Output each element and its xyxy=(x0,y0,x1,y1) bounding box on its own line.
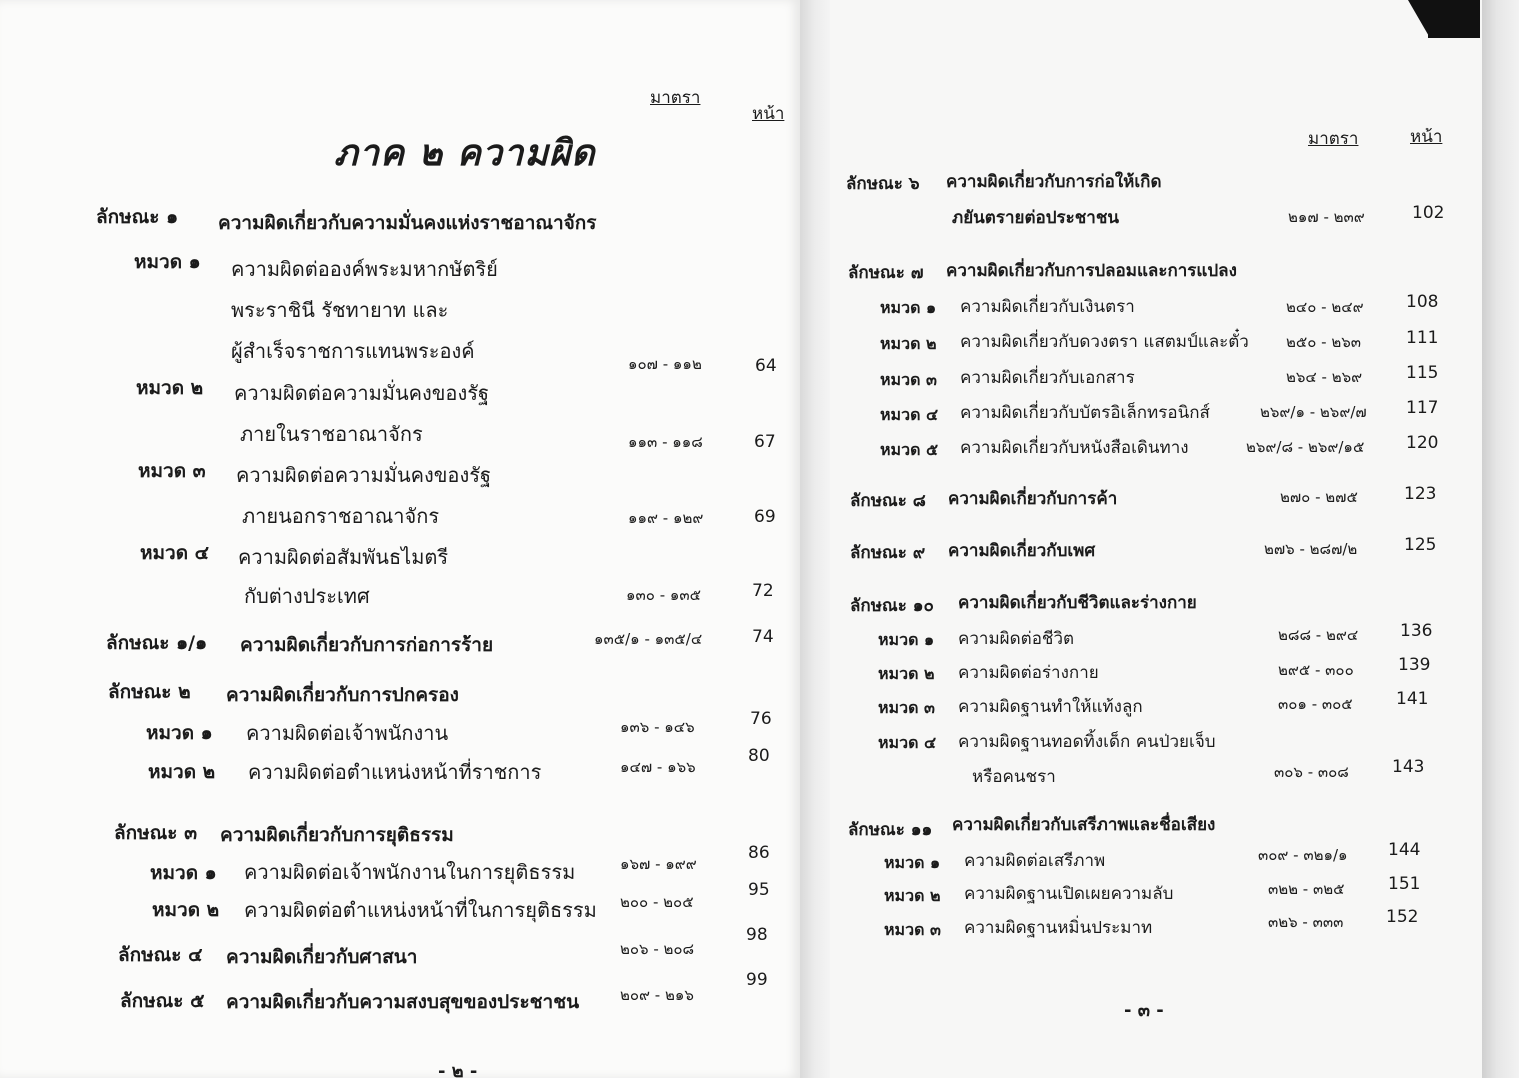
page-number: 120 xyxy=(1406,433,1439,453)
part-name: ความผิดเกี่ยวกับเสรีภาพและชื่อเสียง xyxy=(952,815,1216,835)
page-column-header: หน้า xyxy=(1410,127,1443,147)
chapter-name-cont: พระราชินี รัชทายาท และ xyxy=(231,298,449,322)
page-title: ภาค ๒ ความผิด xyxy=(334,133,596,174)
section-range: ๑๔๗ - ๑๖๖ xyxy=(620,758,696,776)
section-range: ๒๑๗ - ๒๓๙ xyxy=(1288,208,1365,226)
part-name: ความผิดเกี่ยวกับการปกครอง xyxy=(226,684,459,706)
chapter-name: ความผิดฐานเปิดเผยความลับ xyxy=(964,884,1174,904)
chapter-label: หมวด ๑ xyxy=(884,853,941,872)
chapter-label: หมวด ๑ xyxy=(146,722,213,744)
part-label: ลักษณะ ๑ xyxy=(96,206,179,228)
chapter-label: หมวด ๓ xyxy=(880,370,937,389)
part-name: ความผิดเกี่ยวกับเพศ xyxy=(948,541,1096,561)
part-label: ลักษณะ ๗ xyxy=(848,263,924,283)
page-number: 72 xyxy=(752,581,774,601)
section-range: ๒๐๖ - ๒๐๘ xyxy=(620,940,695,958)
page-number: 143 xyxy=(1392,757,1425,777)
section-range: ๑๑๓ - ๑๑๘ xyxy=(628,433,703,451)
section-range: ๒๐๙ - ๒๑๖ xyxy=(620,986,694,1004)
chapter-label: หมวด ๑ xyxy=(150,862,217,884)
chapter-label: หมวด ๑ xyxy=(134,251,201,273)
chapter-name: ความผิดต่อเจ้าพนักงาน xyxy=(246,721,449,745)
chapter-name: ความผิดต่อตำแหน่งหน้าที่ราชการ xyxy=(248,760,542,784)
page-number: 123 xyxy=(1404,484,1437,504)
chapter-name: ความผิดฐานทอดทิ้งเด็ก คนป่วยเจ็บ xyxy=(958,732,1216,752)
page-number: 108 xyxy=(1406,292,1439,312)
part-label: ลักษณะ ๕ xyxy=(120,990,205,1012)
section-range: ๒๕๐ - ๒๖๓ xyxy=(1286,333,1362,351)
chapter-name: ความผิดต่อความมั่นคงของรัฐ xyxy=(236,463,491,487)
part-label: ลักษณะ ๒ xyxy=(108,681,191,703)
chapter-name: ความผิดต่อองค์พระมหากษัตริย์ xyxy=(231,257,498,281)
page-number: 139 xyxy=(1398,655,1431,675)
page-number: 98 xyxy=(746,925,768,945)
chapter-label: หมวด ๒ xyxy=(148,761,216,783)
section-range: ๑๖๗ - ๑๙๙ xyxy=(620,855,697,873)
chapter-name-cont: ภายนอกราชอาณาจักร xyxy=(242,504,440,528)
section-range: ๓๒๖ - ๓๓๓ xyxy=(1268,913,1344,931)
chapter-name: ความผิดเกี่ยวกับเอกสาร xyxy=(960,368,1135,388)
section-range: ๓๐๙ - ๓๒๑/๑ xyxy=(1258,846,1348,864)
page-number: 144 xyxy=(1388,840,1421,860)
chapter-label: หมวด ๔ xyxy=(140,542,210,564)
page-number: 99 xyxy=(746,970,768,990)
sections-column-header: มาตรา xyxy=(650,88,701,108)
page-number: 69 xyxy=(754,507,776,527)
chapter-name-cont: กับต่างประเทศ xyxy=(244,584,370,608)
chapter-label: หมวด ๓ xyxy=(138,460,206,482)
part-name: ความผิดเกี่ยวกับการก่อให้เกิด xyxy=(946,172,1162,192)
part-label: ลักษณะ ๑/๑ xyxy=(106,632,208,654)
part-label: ลักษณะ ๓ xyxy=(114,822,198,844)
chapter-name: ความผิดฐานทำให้แท้งลูก xyxy=(958,697,1143,717)
section-range: ๑๐๗ - ๑๑๒ xyxy=(628,355,702,373)
part-label: ลักษณะ ๙ xyxy=(850,543,926,563)
section-range: ๒๐๐ - ๒๐๕ xyxy=(620,893,694,911)
chapter-label: หมวด ๒ xyxy=(136,377,204,399)
chapter-label: หมวด ๓ xyxy=(884,920,941,939)
section-range: ๑๑๙ - ๑๒๙ xyxy=(628,509,704,527)
page-footer: - ๒ - xyxy=(438,1061,478,1078)
chapter-label: หมวด ๔ xyxy=(878,733,937,752)
chapter-name: ความผิดต่อตำแหน่งหน้าที่ในการยุติธรรม xyxy=(244,898,597,922)
part-name: ความผิดเกี่ยวกับการปลอมและการแปลง xyxy=(946,261,1237,281)
chapter-name: ความผิดเกี่ยวกับดวงตรา แสตมป์และตั๋ว xyxy=(960,332,1249,352)
book-spine xyxy=(800,0,830,1078)
page-number: 86 xyxy=(748,843,770,863)
chapter-label: หมวด ๔ xyxy=(880,405,939,424)
section-range: ๑๓๐ - ๑๓๕ xyxy=(626,586,702,604)
sections-column-header: มาตรา xyxy=(1308,129,1359,149)
part-label: ลักษณะ ๘ xyxy=(850,491,926,511)
page-number: 102 xyxy=(1412,203,1445,223)
page-footer: - ๓ - xyxy=(1124,1000,1164,1021)
chapter-label: หมวด ๓ xyxy=(878,698,935,717)
section-range: ๒๔๐ - ๒๔๙ xyxy=(1286,298,1364,316)
part-name: ความผิดเกี่ยวกับศาสนา xyxy=(226,946,418,968)
page-number: 95 xyxy=(748,880,770,900)
section-range: ๓๒๒ - ๓๒๕ xyxy=(1268,880,1345,898)
section-range: ๒๖๔ - ๒๖๙ xyxy=(1286,368,1363,386)
chapter-label: หมวด ๒ xyxy=(880,334,937,353)
section-range: ๒๗๐ - ๒๗๕ xyxy=(1280,488,1358,506)
part-name: ความผิดเกี่ยวกับความมั่นคงแห่งราชอาณาจักร xyxy=(218,212,597,234)
part-name: ความผิดเกี่ยวกับความสงบสุขของประชาชน xyxy=(226,991,580,1013)
section-range: ๑๓๕/๑ - ๑๓๕/๔ xyxy=(594,630,703,648)
chapter-label: หมวด ๑ xyxy=(878,630,935,649)
part-name: ความผิดเกี่ยวกับการก่อการร้าย xyxy=(240,634,494,656)
page-edge xyxy=(1482,0,1519,1078)
page-number: 125 xyxy=(1404,535,1437,555)
corner-shadow-block xyxy=(1428,0,1480,38)
chapter-name: ความผิดเกี่ยวกับหนังสือเดินทาง xyxy=(960,438,1189,458)
chapter-name: ความผิดฐานหมิ่นประมาท xyxy=(964,918,1153,938)
chapter-name-cont: ภายในราชอาณาจักร xyxy=(240,422,423,446)
chapter-name: ความผิดเกี่ยวกับบัตรอิเล็กทรอนิกส์ xyxy=(960,403,1210,423)
chapter-name-cont: ผู้สำเร็จราชการแทนพระองค์ xyxy=(231,339,475,363)
chapter-label: หมวด ๒ xyxy=(884,886,941,905)
page-number: 141 xyxy=(1396,689,1429,709)
chapter-name-cont: หรือคนชรา xyxy=(972,767,1056,787)
page-number: 80 xyxy=(748,746,770,766)
section-range: ๓๐๑ - ๓๐๕ xyxy=(1278,695,1353,713)
chapter-name: ความผิดต่อความมั่นคงของรัฐ xyxy=(234,381,489,405)
part-label: ลักษณะ ๖ xyxy=(846,174,920,194)
chapter-name: ความผิดเกี่ยวกับเงินตรา xyxy=(960,297,1135,317)
section-range: ๑๓๖ - ๑๔๖ xyxy=(620,718,695,736)
section-range: ๒๗๖ - ๒๘๗/๒ xyxy=(1264,540,1358,558)
section-range: ๒๘๘ - ๒๙๔ xyxy=(1278,626,1359,644)
chapter-name: ความผิดต่อเจ้าพนักงานในการยุติธรรม xyxy=(244,860,576,884)
page-number: 76 xyxy=(750,709,772,729)
part-label: ลักษณะ ๑๑ xyxy=(848,820,933,840)
chapter-name: ความผิดต่อชีวิต xyxy=(958,629,1075,649)
page-number: 111 xyxy=(1406,328,1439,348)
chapter-name: ความผิดต่อเสรีภาพ xyxy=(964,851,1106,871)
part-name-cont: ภยันตรายต่อประชาชน xyxy=(952,208,1120,228)
chapter-label: หมวด ๕ xyxy=(880,440,939,459)
chapter-label: หมวด ๑ xyxy=(880,298,937,317)
page-number: 74 xyxy=(752,627,774,647)
section-range: ๒๙๕ - ๓๐๐ xyxy=(1278,661,1354,679)
part-name: ความผิดเกี่ยวกับชีวิตและร่างกาย xyxy=(958,593,1197,613)
part-name: ความผิดเกี่ยวกับการค้า xyxy=(948,489,1118,509)
section-range: ๒๖๙/๘ - ๒๖๙/๑๕ xyxy=(1246,438,1365,456)
chapter-label: หมวด ๒ xyxy=(152,899,220,921)
part-label: ลักษณะ ๔ xyxy=(118,944,203,966)
part-name: ความผิดเกี่ยวกับการยุติธรรม xyxy=(220,824,454,846)
page-number: 64 xyxy=(755,356,777,376)
part-label: ลักษณะ ๑๐ xyxy=(850,596,934,616)
chapter-label: หมวด ๒ xyxy=(878,664,935,683)
chapter-name: ความผิดต่อร่างกาย xyxy=(958,663,1099,683)
chapter-name: ความผิดต่อสัมพันธไมตรี xyxy=(238,545,449,569)
page-number: 115 xyxy=(1406,363,1439,383)
right-page xyxy=(830,0,1482,1078)
page-number: 152 xyxy=(1386,907,1419,927)
page-column-header: หน้า xyxy=(752,104,785,124)
page-number: 136 xyxy=(1400,621,1433,641)
section-range: ๓๐๖ - ๓๐๘ xyxy=(1274,763,1349,781)
section-range: ๒๖๙/๑ - ๒๖๙/๗ xyxy=(1260,403,1367,421)
corner-shadow xyxy=(1408,0,1430,38)
page-number: 67 xyxy=(754,432,776,452)
page-number: 151 xyxy=(1388,874,1421,894)
page-number: 117 xyxy=(1406,398,1439,418)
